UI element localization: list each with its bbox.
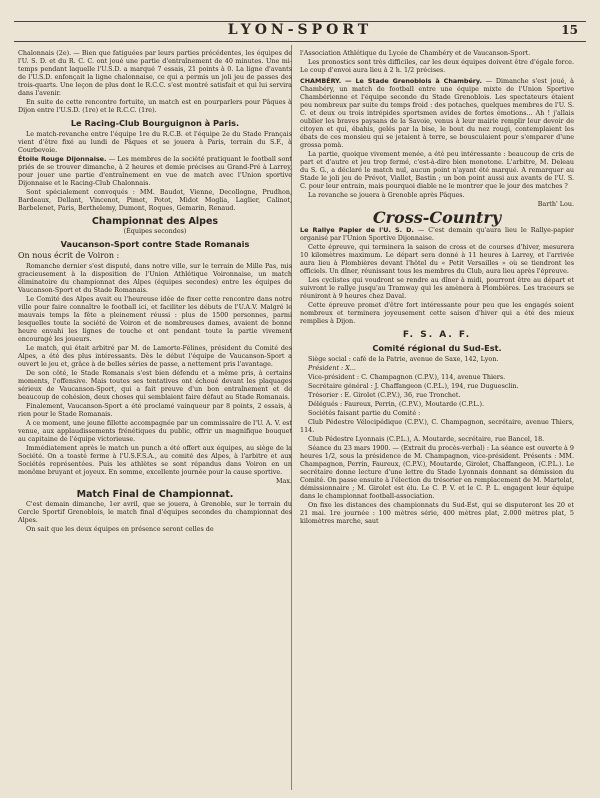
rallye-paragraph xyxy=(300,226,574,242)
final-paragraph-2: On sait que les deux équipes en présence seront celles de xyxy=(26,525,214,533)
page-number: 15 xyxy=(561,23,578,37)
promet-paragraph: Cette épreuve promet d'être fort intéressante pour peu que les engagés soient nombreux et terminera joyeusement cette saison d'hiver qui a été des mieux remplies à Dijon. xyxy=(300,301,574,325)
assoc-paragraph: l'Association Athlétique du Lycée de Chambéry et de Vaucanson-Sport. xyxy=(300,49,531,57)
chalonnais-paragraph: Chalonnais (2e). — Bien que fatiguées par leurs parties précédentes, les équipes de l'U. S. D. et du R. C. C. ont joué une partie d'entraînement de 40 minutes. Une mi-temps pendant laquelle l'U.S.D. a marqué 7 essais, 21 points à 0. La ligne d'avants de l'U.S.D. enfonçait la ligne chalonnaise, ce qui a permis un joli jeu de passes des trois-quarts. Une leçon de plus dont le R.C.C. s'est montré satisfait et qui lui servira dans l'avenir. xyxy=(18,49,292,97)
cyclistes-paragraph: Les cyclistes qui voudront se rendre au dîner à midi, pourront être au départ et suivront le rallye jusqu'au Tramway qui les amènera à Plombières. Les traceurs se réuniront à 9 heures chez Daval. xyxy=(300,276,574,300)
epreuve-paragraph: Cette épreuve, qui terminera la saison de cross et de courses d'hiver, mesurera 10 kilomètres maximum. Le départ sera donné à 11 heures à Larrey, et l'arrivée aura lieu à Plombières devant l'hôtel du « Petit Versailles » où se tiendront les officiels. Un dîner, réunissant tous les membres du Club, aura lieu après l'épreuve. xyxy=(300,243,574,275)
left-column xyxy=(18,49,292,534)
moment-paragraph: A ce moment, une jeune fillette accompagnée par un commissaire de l'U. A. V. est venue, aux applaudissements frénétiques du public, offrir un magnifique bouquet au capitaine de l'équipe victorieuse. xyxy=(18,419,292,443)
etoile-paragraph xyxy=(18,155,292,187)
page-header xyxy=(0,0,600,40)
vaucanson-heading: Vaucanson-Sport contre Stade Romanais xyxy=(60,239,250,249)
stade-paragraph: De son côté, le Stade Romanais s'est bien défendu et a même pris, à certains moments, l'offensive. Mais toutes ses tentatives ont échoué devant les plaquages sérieux de Vaucanson-Sport, qui a fait preuve d'un bon entraînement et de beaucoup de cohésion, deux choses qui semblaient faire défaut au Stade Romanais. xyxy=(18,369,292,401)
rallye-text: — C'est demain qu'aura lieu le Rallye-papier organisé par l'Union Sportive Dijonnaise. xyxy=(300,226,574,242)
convoques-paragraph: Sont spécialement convoqués : MM. Baudot, Vienne, Decollogne, Prudhon, Bardeaux, Dellant, Vincenot, Pimet, Potot, Midot Moglia, Laglier, Calinot, Barbelenet, Paris, Berthelemy, Dumont, Roques, Gemarin, Renaud. xyxy=(18,188,292,212)
delegues-line: Délégués : Faureux, Perrin, (C.P.V.), Moutarde (C.P.L.). xyxy=(308,400,485,408)
club-lyon-line: Club Pédestre Lyonnais (C.P.L.), A. Moutarde, secrétaire, rue Bancel, 18. xyxy=(308,435,545,443)
tresorier-line: Trésorier : E. Girolet (C.P.V.), 36, rue Tronchet. xyxy=(308,391,461,399)
match-paragraph: Le match, qui était arbitré par M. de Lamorte-Félines, président du Comité des Alpes, a été des plus intéressants. Dès le début l'équipe de Vaucanson-Sport a ouvert le jeu et, grâce à de belles séries de passe, a nettement pris l'avantage. xyxy=(18,344,292,368)
voiron-paragraph: Romanche dernier s'est disputé, dans notre ville, sur le terrain de Mille Pas, mis gracieusement à la disposition de l'Union Athlétique Voironnaise, un match éliminatoire du championnat des Alpes (équipes secondes) entre les équipes de Vaucanson-Sport et du Stade Romanais. xyxy=(18,262,292,294)
comite-paragraph: Le Comité des Alpes avait eu l'heureuse idée de fixer cette rencontre dans notre ville pour faire connaître le football ici, et faciliter les débuts de l'U.A.V. Malgré le mauvais temps la fête a pleinement réussi : plus de 1500 personnes, parmi lesquelles toute la société de Voiron et de nombreuses dames, avaient de bonne heure envahi les lignes de touche et ont pendant toute la partie vivement encouragé les joueurs. xyxy=(18,295,292,343)
seance-paragraph: Séance du 23 mars 1900. — (Extrait du procès-verbal) : La séance est ouverte à 9 heures 1/2, sous la présidence de M. Champagnon, vice-président. Présents : MM. Champagnon, Perrin, Faureux, (C.P.V.), Moutarde, Girolet, Chaffangeon, (C.P.L.). Le secrétaire donne lecture d'une lettre du Stade Lyonnais donnant sa démission du Comité. On passe ensuite à l'élection du trésorier en remplacement de M. Martelat, démissionnaire ; M. Girolet est élu. Le C. P. V. et le C. P. L. engagent leur équipe dans le championnat football-association. xyxy=(300,444,574,500)
fsaf-heading: F. S. A. F. xyxy=(402,330,472,340)
signature-barth: Barth' Lou. xyxy=(537,200,574,208)
club-velo-line: Club Pédestre Vélocipédique (C.P.V.), C. Champagnon, secrétaire, avenue Thiers, 114. xyxy=(300,418,574,434)
siege-paragraph: Siège social : café de la Patrie, avenue de Saxe, 142, Lyon. xyxy=(308,355,499,363)
comite-regional-heading: Comité régional du Sud-Est. xyxy=(372,343,502,353)
chambery-paragraph xyxy=(300,77,574,149)
chambery-heading: CHAMBÉRY. — Le Stade Grenoblois à Chambéry. xyxy=(300,77,482,85)
chambery-text: — Dimanche s'est joué, à Chambéry, un match de football entre une équipe mixte de l'Union Sportive Chambérienne et l'équipe seconde du Stade Grenoblois. Les spectateurs étaient peu nombreux par suite du temps froid : des potaches, quelques membres de l'U. S. C. et deux ou trois intrépides sportsmen avides de fortes émotions... Ah ! j'allais oublier les braves paysans de la Savoie, venus à leur mairie remplir leur devoir de citoyen et qui, ébahis, gelés par la bise, le bout du nez rougi, contemplaient les ébats de ces monsieu qui se jetaient à terre, se bousculaient pour s'emparer d'une grossa pomà. xyxy=(300,77,574,149)
equipes-subheading: (Équipes secondes) xyxy=(123,227,187,235)
etoile-heading: Étoile Rouge Dijonnaise. xyxy=(18,155,107,163)
voiron-heading: On nous écrit de Voiron : xyxy=(18,251,120,260)
final-paragraph: C'est demain dimanche, 1er avril, que se jouera, à Grenoble, sur le terrain du Cercle Sportif Grenoblois, le match final d'équipes secondes du championnat des Alpes. xyxy=(18,500,292,524)
suite-paragraph: En suite de cette rencontre fortuite, un match est en pourparlers pour Pâques à Dijon entre l'U.S.D. (1re) et le R.C.C. (1re). xyxy=(18,98,292,114)
header-bottom-rule xyxy=(14,41,586,42)
signature-max: Max. xyxy=(276,477,292,485)
etoile-text: — Les membres de la société pratiquant le football sont priés de se trouver dimanche, à 2 heures et demie précises au Grand-Pré à Larrey, pour jouer une partie d'entraînement en vue de match avec l'Union sportive Dijonnaise et le Racing-Club Chalonnais. xyxy=(18,155,292,187)
final-heading: Match Final de Championnat. xyxy=(76,489,234,500)
rallye-heading: Le Rallye Papier de l'U. S. D. xyxy=(300,226,414,234)
partie-paragraph: La partie, quoique vivement menée, a été peu intéressante : beaucoup de cris de part et d'autre et jeu trop fermé, c'est-à-dire bien monotone. L'arbitre, M. Deleau du S. G., a déclaré le match nul, aucun point n'ayant été marqué. A remarquer au Stade le joli jeu de Prévot, Viallet, Bastin ; un bon point aussi aux avants de l'U. S. C. pour leur entrain, mais pourquoi diable ne le montrer que le jour des matches ? xyxy=(300,150,574,190)
president-line: Président : X... xyxy=(308,364,356,372)
finalement-paragraph: Finalement, Vaucanson-Sport a été proclamé vainqueur par 8 points, 2 essais, à rien pour le Stade Romanais. xyxy=(18,402,292,418)
revanche-paragraph: La revanche se jouera à Grenoble après Pâques. xyxy=(308,191,465,199)
cross-country-heading: Cross-Country xyxy=(372,208,502,227)
racing-heading: Le Racing-Club Bourguignon à Paris. xyxy=(70,118,240,128)
masthead-title: LYON-SPORT xyxy=(0,22,600,38)
secretaire-line: Secrétaire général : J. Chaffangeon (C.P.L.), 194, rue Duguesclin. xyxy=(308,382,519,390)
right-column xyxy=(300,49,574,526)
societes-line: Sociétés faisant partie du Comité : xyxy=(308,409,421,417)
fixe-paragraph: On fixe les distances des championnats du Sud-Est, qui se disputeront les 20 et 21 mai. 1re journée : 100 mètres série, 400 mètres plat, 2.000 mètres plat, 5 kilomètres marche, saut xyxy=(300,501,574,525)
immediatement-paragraph: Immédiatement après le match un punch a été offert aux équipes, au siège de la Société. On a toasté ferme à l'U.S.F.S.A., au comité des Alpes, à l'arbitre et aux Sociétés représentées. Puis les athlètes se sont répandus dans Voiron en un monôme bruyant et joyeux. En somme, excellente journée pour la cause sportive. xyxy=(18,444,292,476)
vice-president-line: Vice-président : C. Champagnon (C.P.V.), 114, avenue Thiers. xyxy=(308,373,506,381)
pronostics-paragraph: Les pronostics sont très difficiles, car les deux équipes doivent être d'égale force. Le coup d'envoi aura lieu à 2 h. 1/2 précises. xyxy=(300,58,574,74)
championnat-heading: Championnat des Alpes xyxy=(91,216,219,227)
racing-paragraph: Le match-revanche entre l'équipe 1re du R.C.B. et l'équipe 2e du Stade Français vient d'être fixé au lundi de Pâques et se jouera à Paris, terrain du S.F., à Courbevoie. xyxy=(18,130,292,154)
